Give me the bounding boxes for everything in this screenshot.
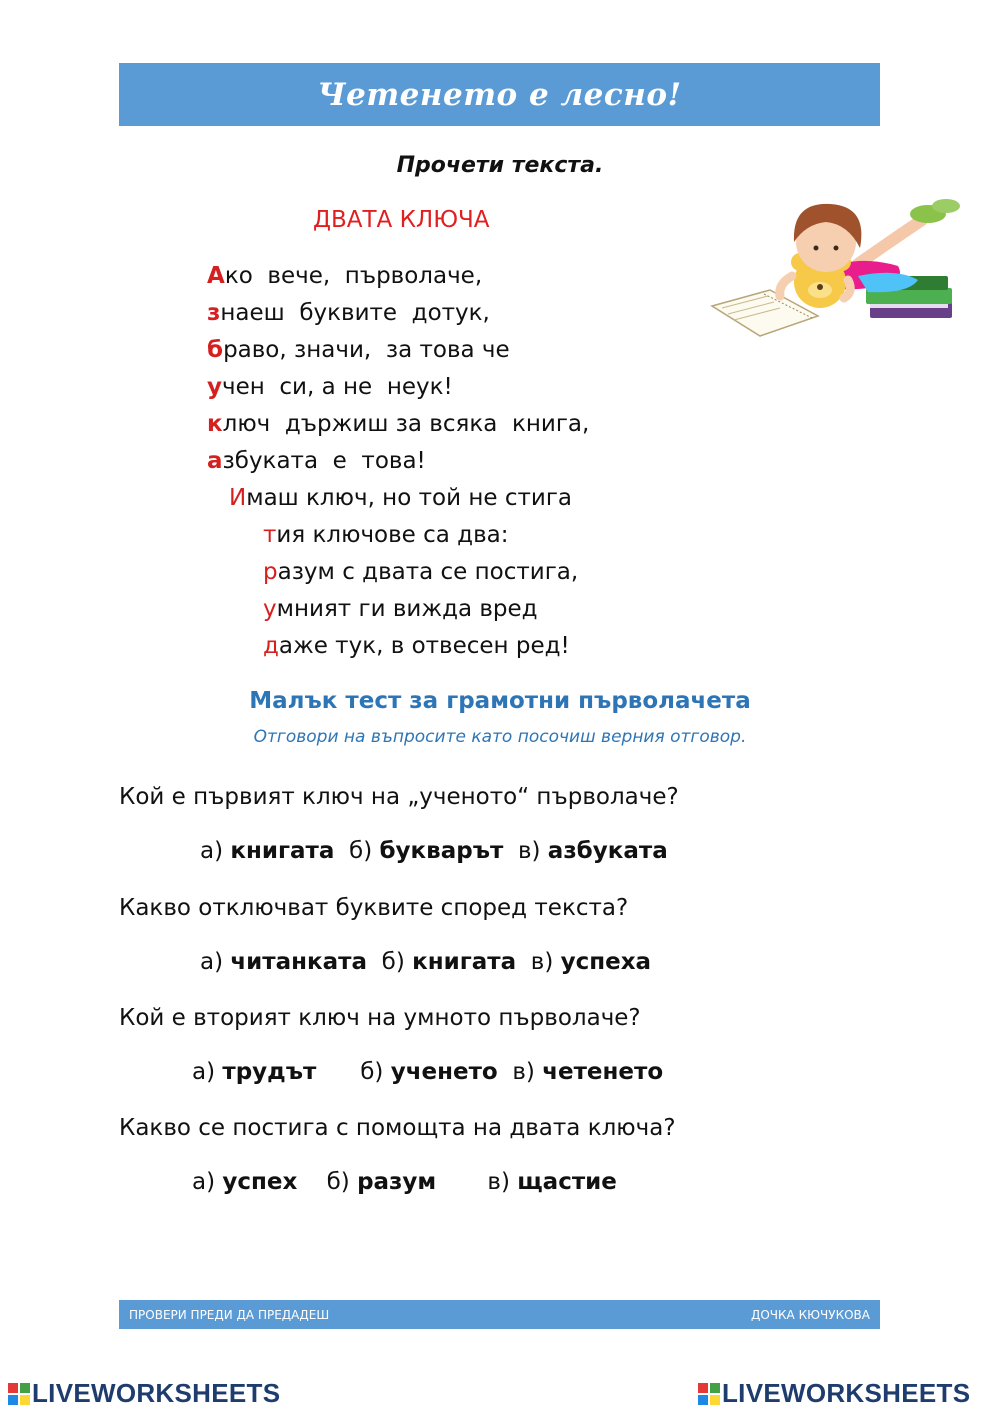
line-initial: з <box>207 300 221 326</box>
header-bar <box>119 63 880 126</box>
line-initial: р <box>263 559 278 585</box>
poem-line <box>207 443 589 480</box>
answer-option[interactable]: успех <box>222 1169 298 1195</box>
line-initial: т <box>263 522 277 548</box>
line-text: збуката е това! <box>222 448 426 474</box>
option-label: в) <box>487 1169 518 1195</box>
instruction: Прочети текста. <box>396 153 604 178</box>
line-text: люч държиш за всяка книга, <box>222 411 590 437</box>
liveworksheets-logo-icon <box>8 1383 30 1405</box>
poem-line <box>207 369 589 406</box>
footer-bar <box>119 1300 880 1329</box>
line-initial: у <box>263 596 277 622</box>
question-4: Какво се постига с помощта на двата ключа? <box>119 1115 676 1141</box>
answer-option[interactable]: разум <box>357 1169 437 1195</box>
line-text: ия ключове са два: <box>276 522 509 548</box>
answer-option[interactable]: ученето <box>390 1059 498 1085</box>
line-text: наеш буквите дотук, <box>220 300 490 326</box>
answer-option[interactable]: книгата <box>230 838 335 864</box>
line-initial: д <box>263 633 279 659</box>
liveworksheets-logo-icon <box>698 1383 720 1405</box>
option-label: а) <box>200 838 231 864</box>
poem-title: ДВАТА КЛЮЧА <box>313 207 490 233</box>
answer-options-2 <box>200 949 651 975</box>
poem-line <box>207 628 589 665</box>
answer-option[interactable]: книгата <box>412 949 517 975</box>
option-label: б) <box>360 1059 391 1085</box>
poem-line <box>207 295 589 332</box>
line-text: аже тук, в отвесен ред! <box>278 633 570 659</box>
brand-name: LIVEWORKSHEETS <box>722 1378 971 1408</box>
line-text: маш ключ, но той не стига <box>246 485 573 511</box>
line-initial: а <box>207 448 223 474</box>
page-title: Четенето е лесно! <box>317 76 682 113</box>
brand-watermark-right <box>698 1378 970 1409</box>
answer-option[interactable]: читанката <box>230 949 368 975</box>
answer-option[interactable]: щастие <box>517 1169 617 1195</box>
line-text: ко вече, първолаче, <box>224 263 483 289</box>
line-initial: И <box>229 485 247 511</box>
test-subtitle: Отговори на въпросите като посочиш верния отговор. <box>253 727 747 747</box>
answer-option[interactable]: трудът <box>222 1059 317 1085</box>
line-text: мният ги вижда вред <box>276 596 538 622</box>
poem-line <box>207 406 589 443</box>
line-initial: к <box>207 411 223 437</box>
poem-line <box>207 517 589 554</box>
answer-options-3 <box>192 1059 663 1085</box>
poem-line <box>207 332 589 369</box>
option-label: б) <box>326 1169 358 1195</box>
test-title: Малък тест за грамотни първолачета <box>249 688 751 714</box>
option-label: б) <box>349 838 380 864</box>
poem-line <box>207 554 589 591</box>
question-2: Какво отключват буквите според текста? <box>119 895 629 921</box>
answer-option[interactable]: букварът <box>379 838 504 864</box>
line-text: чен си, а не неук! <box>222 374 453 400</box>
line-text: азум с двата се постига, <box>277 559 579 585</box>
option-label: а) <box>200 949 231 975</box>
answer-options-4 <box>192 1169 617 1195</box>
answer-option[interactable]: успеха <box>560 949 652 975</box>
question-3: Кой е вторият ключ на умното първолаче? <box>119 1005 641 1031</box>
line-initial: б <box>207 337 224 363</box>
brand-name: LIVEWORKSHEETS <box>32 1378 281 1408</box>
answer-option[interactable]: азбуката <box>547 838 668 864</box>
footer-left-text: ПРОВЕРИ ПРЕДИ ДА ПРЕДАДЕШ <box>129 1307 330 1322</box>
poem-line <box>207 480 589 517</box>
option-label: а) <box>192 1059 223 1085</box>
line-text: раво, значи, за това че <box>223 337 510 363</box>
brand-watermark-left <box>8 1378 280 1409</box>
option-label: в) <box>512 1059 543 1085</box>
question-1: Кой е първият ключ на „ученото“ първолаче? <box>119 784 679 810</box>
line-initial: у <box>207 374 222 400</box>
reading-child-illustration <box>708 184 964 344</box>
answer-option[interactable]: четенето <box>542 1059 664 1085</box>
option-label: в) <box>517 838 548 864</box>
option-label: а) <box>192 1169 223 1195</box>
footer-author: ДОЧКА КЮЧУКОВА <box>750 1307 870 1322</box>
poem <box>207 258 589 665</box>
answer-options-1 <box>200 838 668 864</box>
line-initial: А <box>207 263 225 289</box>
option-label: в) <box>530 949 561 975</box>
option-label: б) <box>381 949 413 975</box>
poem-line <box>207 591 589 628</box>
poem-line <box>207 258 589 295</box>
